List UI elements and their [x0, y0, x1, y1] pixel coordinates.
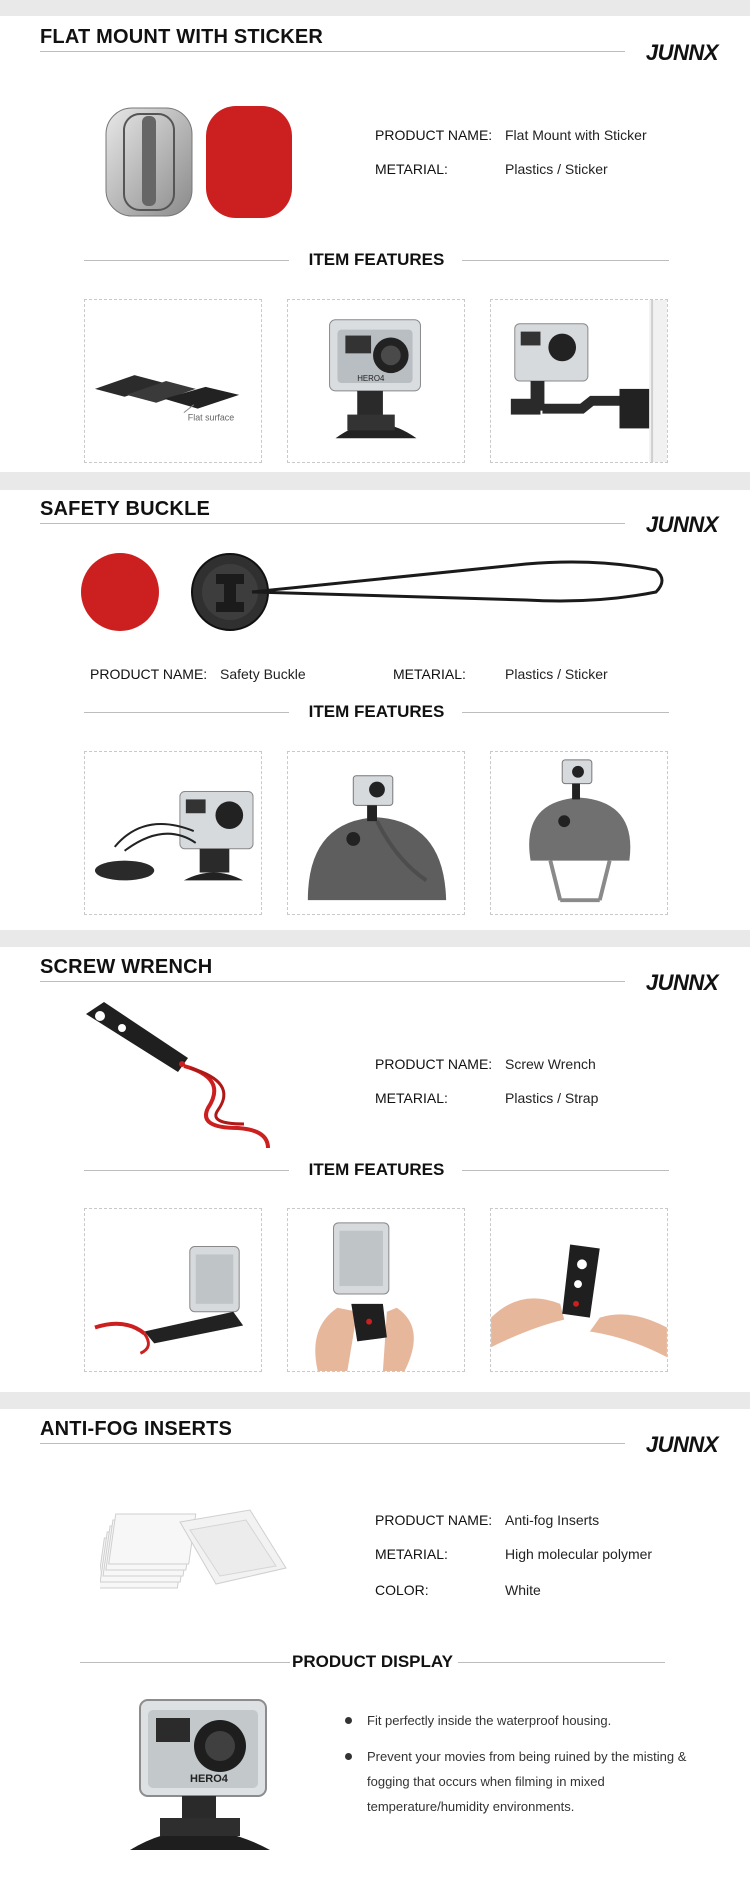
feature-image-1: [84, 751, 262, 915]
brand-logo: JUNNX: [645, 1432, 718, 1457]
product-display-heading: [80, 1652, 665, 1672]
item-features-label: ITEM FEATURES: [308, 702, 445, 721]
title-rule: [40, 1443, 625, 1444]
bullet-item: [345, 1744, 705, 1819]
brand-logo: JUNNX: [645, 512, 718, 537]
item-features-label: ITEM FEATURES: [308, 250, 445, 269]
spec-key: METARIAL:: [375, 1090, 448, 1106]
item-features-heading: [84, 1160, 669, 1180]
feature-image-2: [287, 751, 465, 915]
flat-surface-caption: Flat surface: [187, 412, 235, 423]
section-title: ANTI-FOG INSERTS: [40, 1418, 233, 1440]
section-title: FLAT MOUNT WITH STICKER: [40, 26, 324, 48]
item-features-heading: [84, 702, 669, 722]
spec-value: Safety Buckle: [220, 666, 306, 682]
screw-wrench-image: [78, 998, 278, 1158]
section-screw-wrench: [0, 956, 750, 1386]
band-divider-2: [0, 930, 750, 947]
spec-value: White: [505, 1582, 541, 1598]
brand-logo: JUNNX: [645, 970, 718, 995]
section-flat-mount: [0, 26, 750, 466]
feature-image-3: [490, 299, 668, 463]
feature-image-1: [84, 299, 262, 463]
item-features-heading: [84, 250, 669, 270]
feature-image-3: [490, 751, 668, 915]
title-rule: [40, 523, 625, 524]
title-rule: [40, 51, 625, 52]
bullet-text: Prevent your movies from being ruined by the misting & fogging that occurs when filming in mixed temperature/humidity environments.: [367, 1749, 687, 1814]
anti-fog-inserts-image: [100, 1498, 290, 1608]
feature-image-1: [84, 1208, 262, 1372]
product-display-label: PRODUCT DISPLAY: [292, 1652, 453, 1671]
spec-key: METARIAL:: [393, 666, 466, 682]
spec-value: Plastics / Strap: [505, 1090, 599, 1106]
section-title: SCREW WRENCH: [40, 956, 213, 978]
feature-image-2: [287, 299, 465, 463]
spec-key: PRODUCT NAME:: [375, 1056, 493, 1072]
bullet-item: [345, 1708, 705, 1733]
section-anti-fog: [0, 1418, 750, 1895]
title-rule: [40, 981, 625, 982]
section-title: SAFETY BUCKLE: [40, 498, 211, 520]
spec-value: Plastics / Sticker: [505, 666, 608, 682]
camera-housing-image: [120, 1690, 280, 1855]
bullet-text: Fit perfectly inside the waterproof housing.: [367, 1713, 612, 1728]
spec-value: High molecular polymer: [505, 1546, 653, 1562]
spec-value: Anti-fog Inserts: [505, 1512, 600, 1528]
spec-key: METARIAL:: [375, 1546, 448, 1562]
camera-model-label: HERO4: [357, 374, 385, 383]
spec-key: PRODUCT NAME:: [375, 127, 493, 143]
top-band: [0, 0, 750, 16]
spec-value: Plastics / Sticker: [505, 161, 608, 177]
spec-key: PRODUCT NAME:: [375, 1512, 493, 1528]
spec-key: METARIAL:: [375, 161, 448, 177]
band-divider-1: [0, 472, 750, 490]
feature-image-3: [490, 1208, 668, 1372]
spec-key: COLOR:: [375, 1582, 429, 1598]
feature-image-2: [287, 1208, 465, 1372]
flat-mount-image: [100, 102, 300, 222]
band-divider-3: [0, 1392, 750, 1409]
item-features-label: ITEM FEATURES: [308, 1160, 445, 1179]
spec-key: PRODUCT NAME:: [90, 666, 208, 682]
section-safety-buckle: [0, 498, 750, 928]
safety-buckle-image: [76, 550, 666, 634]
camera-model-label: HERO4: [190, 1773, 228, 1785]
spec-value: Flat Mount with Sticker: [505, 127, 647, 143]
brand-logo: JUNNX: [645, 40, 718, 65]
spec-value: Screw Wrench: [505, 1056, 596, 1072]
